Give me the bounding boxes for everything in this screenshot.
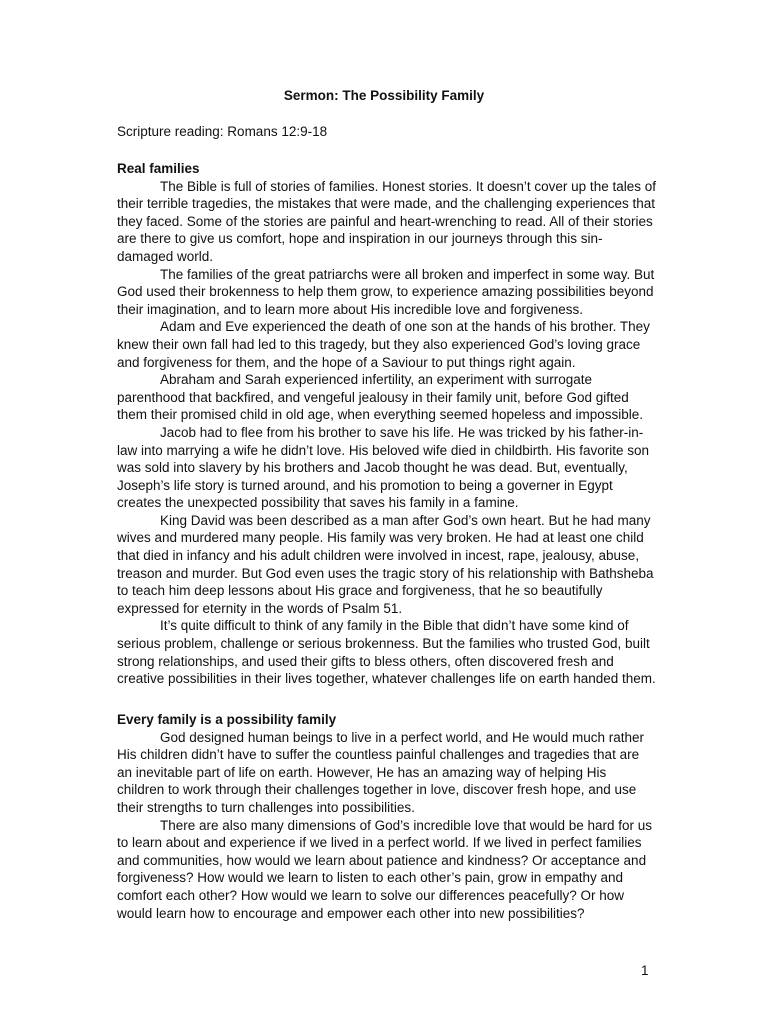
section-real-families — [117, 160, 657, 688]
section-heading: Real families — [117, 161, 200, 176]
paragraph: Jacob had to flee from his brother to save his life. He was tricked by his father-in-law into marrying a wife he didn’t love. His beloved wife died in childbirth. His favorite son was sold into slavery by his brothers and Jacob thought he was dead. But, eventually, Joseph’s life story is turned around, and his promotion to being a governer in Egypt creates the unexpected possibility that saves his family in a famine. — [117, 424, 650, 511]
paragraph: King David was been described as a man after God’s own heart. But he had many wives and murdered many people. His family was very broken. He had at least one child that died in infancy and his adult children were involved in incest, rape, jealousy, abuse, treason and murder. But God even uses the tragic story of his relationship with Bathsheba to teach him deep lessons about His grace and forgiveness, that he so beautifully expressed for eternity in the words of Psalm 51. — [117, 512, 654, 616]
paragraph: God designed human beings to live in a perfect world, and He would much rather His children didn’t have to suffer the countless painful challenges and tragedies that are an inevitable part of life on earth. However, He has an amazing way of helping His children to work through their challenges together in love, discover fresh hope, and use their strengths to turn challenges into possibilities. — [117, 729, 645, 815]
paragraph: Adam and Eve experienced the death of one son at the hands of his brother. They knew their own fall had led to this tragedy, but they also experienced God’s loving grace and forgiveness for them, and the hope of a Saviour to put things right again. — [117, 319, 650, 370]
section-possibility-family — [117, 711, 657, 922]
section-heading: Every family is a possibility family — [117, 712, 337, 727]
document-title: Sermon: The Possibility Family — [283, 88, 485, 103]
scripture-reading: Scripture reading: Romans 12:9-18 — [117, 124, 328, 139]
paragraph: It’s quite difficult to think of any family in the Bible that didn’t have some kind of serious problem, challenge or serious brokenness. But the families who trusted God, built strong relationships, and used their gifts to bless others, often discovered fresh and creative possibilities in their lives together, whatever challenges life on earth handed them. — [117, 618, 656, 687]
page-number: 1 — [641, 963, 649, 978]
paragraph: Abraham and Sarah experienced infertility, an experiment with surrogate parenthood that backfired, and vengeful jealousy in their family unit, before God gifted them their promised child in old age, when everything seemed hopeless and impossible. — [117, 372, 644, 423]
paragraph: There are also many dimensions of God’s incredible love that would be hard for us to learn about and experience if we lived in a perfect world. If we lived in perfect families and communities, how would we learn about patience and kindness? Or acceptance and forgiveness? How would we learn to listen to each other’s pain, grow in empathy and comfort each other? How would we learn to solve our differences peacefully? Or how would learn how to encourage and empower each other into new possibilities? — [117, 817, 653, 921]
paragraph: The Bible is full of stories of families. Honest stories. It doesn’t cover up the tales of their terrible tragedies, the mistakes that were made, and the challenging experiences that they faced. Some of the stories are painful and heart-wrenching to read. All of their stories are there to give us comfort, hope and inspiration in our journeys through this sin-damaged world. — [117, 178, 656, 264]
paragraph: The families of the great patriarchs were all broken and imperfect in some way. But God used their brokenness to help them grow, to experience amazing possibilities beyond their imagination, and to learn more about His incredible love and forgiveness. — [117, 266, 655, 317]
